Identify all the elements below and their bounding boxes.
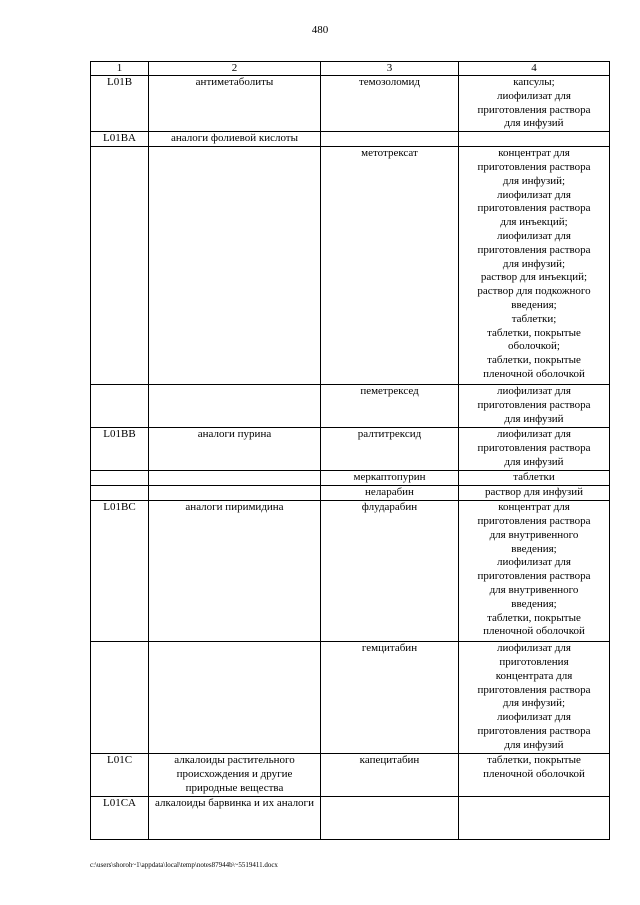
dosage-forms-cell bbox=[459, 471, 610, 486]
group-cell bbox=[149, 385, 321, 428]
table-row bbox=[91, 147, 610, 385]
drug-cell: ралтитрексид bbox=[321, 428, 459, 471]
dosage-forms-cell bbox=[459, 486, 610, 501]
drug-cell: неларабин bbox=[321, 486, 459, 501]
page-number: 480 bbox=[311, 24, 329, 36]
dosage-forms-cell bbox=[459, 76, 610, 132]
dosage-forms-cell bbox=[459, 501, 610, 642]
atc-code-cell: L01B bbox=[91, 76, 149, 132]
group-cell: аналоги фолиевой кислоты bbox=[149, 132, 321, 147]
drug-cell: пеметрексед bbox=[321, 385, 459, 428]
dosage-forms-cell bbox=[459, 797, 610, 840]
atc-code-cell: L01CA bbox=[91, 797, 149, 840]
table-row bbox=[91, 501, 610, 642]
table-header-row bbox=[91, 62, 610, 76]
atc-code-cell bbox=[91, 486, 149, 501]
drug-cell: метотрексат bbox=[321, 147, 459, 385]
dosage-form-line: введения; bbox=[511, 542, 557, 555]
table-row bbox=[91, 132, 610, 147]
drug-cell: темозоломид bbox=[321, 76, 459, 132]
table-row bbox=[91, 471, 610, 486]
atc-code-cell bbox=[91, 147, 149, 385]
dosage-form-line: раствор для инъекций; bbox=[480, 271, 588, 284]
dosage-form-line: таблетки, покрытые bbox=[487, 354, 581, 367]
dosage-form-line: лиофилизат для bbox=[497, 229, 571, 242]
atc-code-cell: L01BC bbox=[91, 501, 149, 642]
drug-cell: гемцитабин bbox=[321, 642, 459, 754]
dosage-form-line: для инфузий bbox=[504, 412, 564, 425]
dosage-form-line: приготовления раствора bbox=[477, 683, 591, 696]
dosage-forms-cell bbox=[459, 428, 610, 471]
group-cell bbox=[149, 147, 321, 385]
drug-cell bbox=[321, 132, 459, 147]
dosage-form-line: приготовления раствора bbox=[477, 724, 591, 737]
dosage-form-line: лиофилизат для bbox=[497, 711, 571, 724]
table-row bbox=[91, 385, 610, 428]
dosage-form-line: концентрата для bbox=[495, 669, 573, 682]
atc-code-cell bbox=[91, 385, 149, 428]
dosage-forms-cell bbox=[459, 385, 610, 428]
dosage-form-line: таблетки, покрытые bbox=[487, 611, 581, 624]
file-path-footer: c:\users\shoroh~1\appdata\local\temp\notes87944b\~5519411.docx bbox=[90, 861, 278, 869]
dosage-form-line: приготовления раствора bbox=[477, 160, 591, 173]
dosage-form-line: приготовления раствора bbox=[477, 202, 591, 215]
atc-code-cell: L01BA bbox=[91, 132, 149, 147]
dosage-form-line: для внутривенного bbox=[489, 583, 579, 596]
dosage-form-line: для инфузий bbox=[504, 455, 564, 468]
dosage-form-line: лиофилизат для bbox=[497, 89, 571, 102]
group-cell bbox=[149, 642, 321, 754]
group-cell bbox=[149, 486, 321, 501]
header-cell: 3 bbox=[321, 62, 459, 76]
group-cell: аналоги пиримидина bbox=[149, 501, 321, 642]
dosage-form-line: приготовления раствора bbox=[477, 103, 591, 116]
drug-cell: меркаптопурин bbox=[321, 471, 459, 486]
table-row bbox=[91, 642, 610, 754]
dosage-form-line: концентрат для bbox=[498, 147, 570, 160]
dosage-form-line: таблетки, покрытые bbox=[487, 326, 581, 339]
dosage-form-line: оболочкой; bbox=[508, 340, 560, 353]
dosage-form-line: для инфузий bbox=[504, 738, 564, 751]
group-cell bbox=[149, 471, 321, 486]
dosage-form-line: таблетки bbox=[513, 471, 555, 484]
dosage-form-line: для инфузий; bbox=[502, 257, 566, 270]
dosage-form-line: приготовления bbox=[499, 655, 569, 668]
dosage-form-line: лиофилизат для bbox=[497, 642, 571, 655]
dosage-form-line: лиофилизат для bbox=[497, 385, 571, 398]
atc-code-cell: L01BB bbox=[91, 428, 149, 471]
dosage-form-line: пленочной оболочкой bbox=[483, 767, 585, 780]
atc-code-cell bbox=[91, 642, 149, 754]
drug-cell: флударабин bbox=[321, 501, 459, 642]
dosage-form-line: введения; bbox=[511, 597, 557, 610]
dosage-form-line: лиофилизат для bbox=[497, 188, 571, 201]
dosage-form-line: раствор для подкожного bbox=[477, 285, 591, 298]
table-row bbox=[91, 76, 610, 132]
table-row bbox=[91, 797, 610, 840]
drug-cell bbox=[321, 797, 459, 840]
group-cell: аналоги пурина bbox=[149, 428, 321, 471]
header-cell: 4 bbox=[459, 62, 610, 76]
dosage-form-line: для внутривенного bbox=[489, 528, 579, 541]
table-row bbox=[91, 754, 610, 797]
group-cell: антиметаболиты bbox=[149, 76, 321, 132]
group-cell: алкалоиды растительного происхождения и другие природные вещества bbox=[149, 754, 321, 797]
header-cell: 2 bbox=[149, 62, 321, 76]
header-cell: 1 bbox=[91, 62, 149, 76]
atc-code-cell: L01C bbox=[91, 754, 149, 797]
dosage-form-line: для инфузий bbox=[504, 117, 564, 130]
dosage-form-line: для инфузий; bbox=[502, 174, 566, 187]
dosage-form-line: лиофилизат для bbox=[497, 428, 571, 441]
dosage-form-line: для инъекций; bbox=[500, 216, 568, 229]
dosage-form-line: приготовления раствора bbox=[477, 243, 591, 256]
dosage-form-line: капсулы; bbox=[513, 76, 555, 88]
dosage-forms-cell bbox=[459, 754, 610, 797]
group-cell: алкалоиды барвинка и их аналоги bbox=[149, 797, 321, 840]
dosage-form-line: таблетки; bbox=[511, 312, 557, 325]
table-row bbox=[91, 486, 610, 501]
dosage-forms-cell bbox=[459, 147, 610, 385]
dosage-form-line: лиофилизат для bbox=[497, 556, 571, 569]
dosage-form-line: концентрат для bbox=[498, 501, 570, 514]
dosage-form-line: таблетки, покрытые bbox=[487, 754, 581, 767]
dosage-form-line: приготовления раствора bbox=[477, 570, 591, 583]
dosage-forms-cell bbox=[459, 642, 610, 754]
dosage-form-line: пленочной оболочкой bbox=[483, 625, 585, 638]
dosage-form-line: приготовления раствора bbox=[477, 441, 591, 454]
dosage-form-line: для инфузий; bbox=[502, 697, 566, 710]
dosage-form-line: приготовления раствора bbox=[477, 398, 591, 411]
atc-code-cell bbox=[91, 471, 149, 486]
medicines-table bbox=[90, 61, 610, 840]
dosage-forms-cell bbox=[459, 132, 610, 147]
dosage-form-line: пленочной оболочкой bbox=[483, 367, 585, 380]
dosage-form-line: приготовления раствора bbox=[477, 514, 591, 527]
dosage-form-line: раствор для инфузий bbox=[484, 486, 584, 499]
dosage-form-line: введения; bbox=[511, 298, 557, 311]
table-row bbox=[91, 428, 610, 471]
drug-cell: капецитабин bbox=[321, 754, 459, 797]
